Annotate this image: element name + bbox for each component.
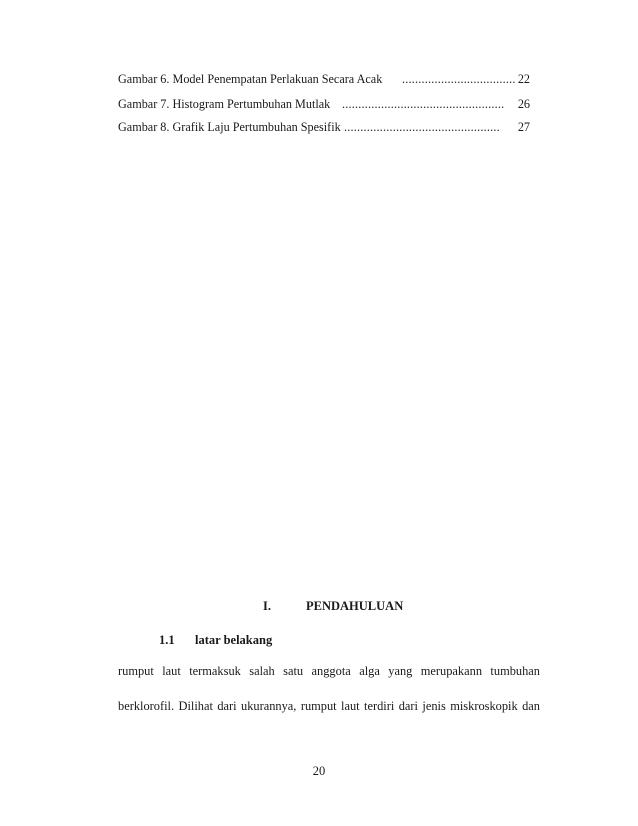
toc-entry <box>118 118 540 136</box>
toc-entry-page: 26 <box>517 97 530 111</box>
chapter-title: PENDAHULUAN <box>306 599 404 613</box>
toc-leader-dots: ................................................ <box>344 120 500 134</box>
page-number: 20 <box>312 764 326 778</box>
toc-entry <box>118 70 540 88</box>
section-number: 1.1 <box>159 633 175 647</box>
paragraph-line: rumput laut termaksuk salah satu anggota alga yang merupakann tumbuhan <box>118 664 540 678</box>
paragraph-line: berklorofil. Dilihat dari ukurannya, rumput laut terdiri dari jenis miskroskopik dan <box>118 699 540 713</box>
toc-entry-label: Gambar 8. Grafik Laju Pertumbuhan Spesifik <box>118 120 341 134</box>
chapter-number: I. <box>263 599 271 613</box>
toc-entry-page: 22 <box>517 72 530 86</box>
toc-leader-dots: ................................... <box>402 72 516 86</box>
toc-entry <box>118 95 540 113</box>
toc-entry-page: 27 <box>517 120 530 134</box>
section-title: latar belakang <box>195 633 273 647</box>
toc-entry-label: Gambar 6. Model Penempatan Perlakuan Secara Acak <box>118 72 383 86</box>
toc-entry-label: Gambar 7. Histogram Pertumbuhan Mutlak <box>118 97 331 111</box>
toc-leader-dots: .................................................. <box>342 97 505 111</box>
